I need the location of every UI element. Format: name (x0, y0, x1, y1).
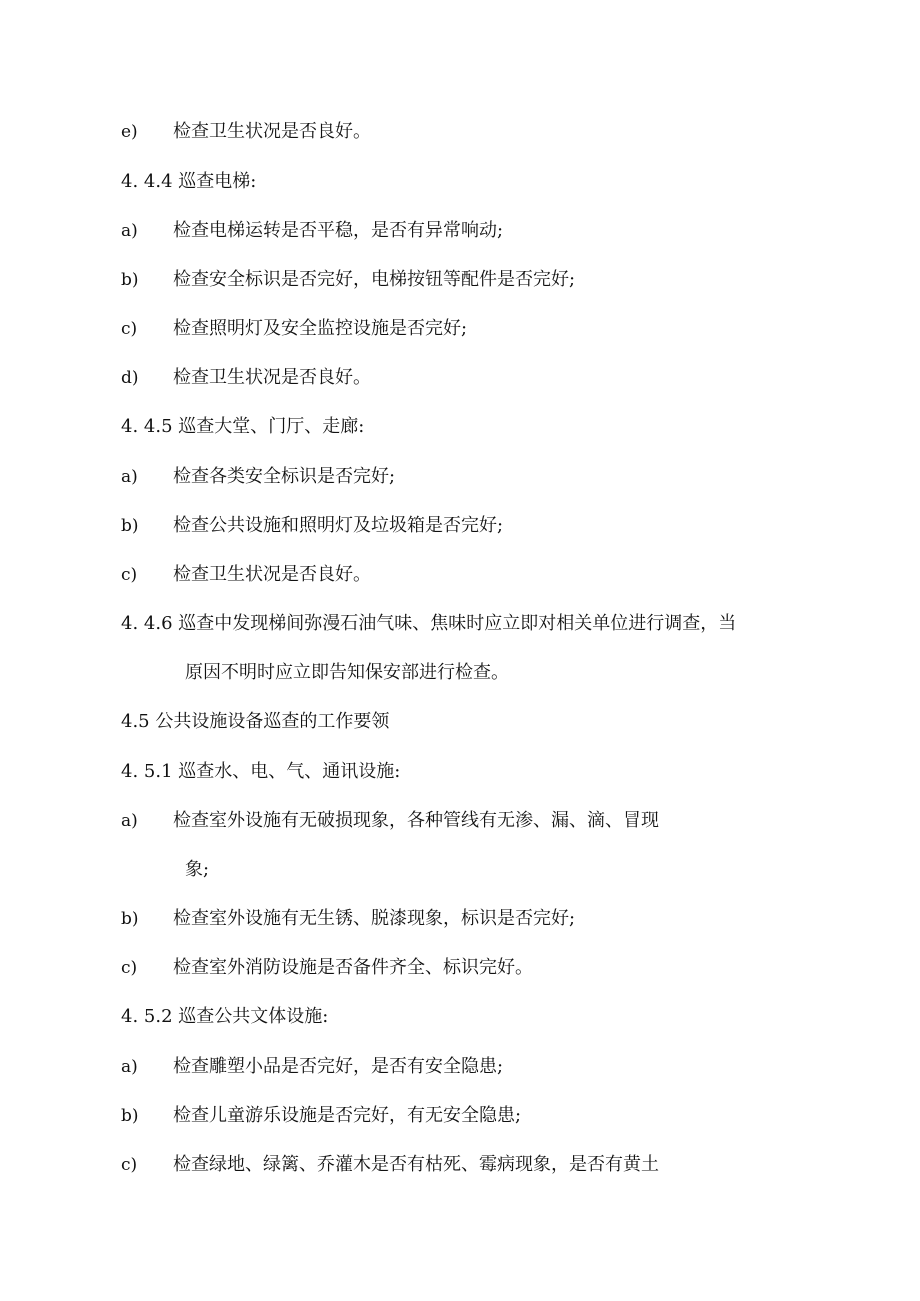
list-item-c (0, 953, 920, 983)
list-marker: c) (121, 319, 138, 339)
heading-text: 4. 4.4 巡查电梯: (121, 171, 257, 192)
list-marker: e) (121, 122, 138, 142)
list-text: 检查公共设施和照明灯及垃圾箱是否完好; (173, 515, 504, 536)
list-text: 检查雕塑小品是否完好，是否有安全隐患; (173, 1056, 504, 1077)
list-text: 检查卫生状况是否良好。 (173, 121, 371, 142)
section-heading-4-5-2 (0, 1002, 920, 1032)
list-text: 检查各类安全标识是否完好; (173, 466, 396, 487)
heading-text: 4. 4.5 巡查大堂、门厅、走廊: (121, 416, 365, 437)
heading-text: 4. 5.1 巡查水、电、气、通讯设施: (121, 761, 401, 782)
list-text: 检查儿童游乐设施是否完好，有无安全隐患; (173, 1105, 522, 1126)
heading-text: 4. 5.2 巡查公共文体设施: (121, 1006, 329, 1027)
section-heading-4-4-4 (0, 167, 920, 197)
list-item-c (0, 560, 920, 590)
list-marker: b) (121, 1106, 139, 1126)
list-text: 检查室外消防设施是否备件齐全、标识完好。 (173, 957, 533, 978)
list-item-a (0, 462, 920, 492)
list-text: 检查卫生状况是否良好。 (173, 367, 371, 388)
list-item-b (0, 511, 920, 541)
list-text: 检查电梯运转是否平稳，是否有异常响动; (173, 220, 504, 241)
list-item-a (0, 1052, 920, 1082)
list-text: 检查绿地、绿篱、乔灌木是否有枯死、霉病现象，是否有黄土 (173, 1154, 659, 1175)
list-marker: a) (121, 1057, 138, 1077)
list-marker: a) (121, 221, 138, 241)
list-marker: b) (121, 909, 139, 929)
list-item-b (0, 904, 920, 934)
continuation-text: 象; (185, 859, 210, 880)
list-item-a (0, 216, 920, 246)
section-heading-4-5-1 (0, 757, 920, 787)
list-item-c (0, 314, 920, 344)
list-text: 检查安全标识是否完好，电梯按钮等配件是否完好; (173, 269, 576, 290)
list-marker: c) (121, 958, 138, 978)
list-marker: c) (121, 565, 138, 585)
continuation-line (0, 658, 920, 688)
list-item-b (0, 265, 920, 295)
list-text: 检查卫生状况是否良好。 (173, 564, 371, 585)
list-marker: d) (121, 368, 139, 388)
heading-text: 4.5 公共设施设备巡查的工作要领 (121, 711, 390, 732)
list-item-d (0, 363, 920, 393)
list-item-e (0, 117, 920, 147)
list-marker: b) (121, 516, 139, 536)
list-text: 检查室外设施有无破损现象，各种管线有无渗、漏、滴、冒现 (173, 810, 659, 831)
heading-text: 4. 4.6 巡查中发现梯间弥漫石油气味、焦味时应立即对相关单位进行调查，当 (121, 613, 737, 634)
list-marker: a) (121, 811, 138, 831)
list-item-a (0, 806, 920, 836)
section-heading-4-4-6 (0, 609, 920, 639)
list-item-b (0, 1101, 920, 1131)
continuation-line (0, 855, 920, 885)
list-text: 检查室外设施有无生锈、脱漆现象，标识是否完好; (173, 908, 576, 929)
list-marker: a) (121, 467, 138, 487)
list-item-c (0, 1150, 920, 1180)
list-marker: b) (121, 270, 139, 290)
section-heading-4-5 (0, 707, 920, 737)
section-heading-4-4-5 (0, 412, 920, 442)
list-text: 检查照明灯及安全监控设施是否完好; (173, 318, 468, 339)
list-marker: c) (121, 1155, 138, 1175)
continuation-text: 原因不明时应立即告知保安部进行检查。 (185, 662, 509, 683)
